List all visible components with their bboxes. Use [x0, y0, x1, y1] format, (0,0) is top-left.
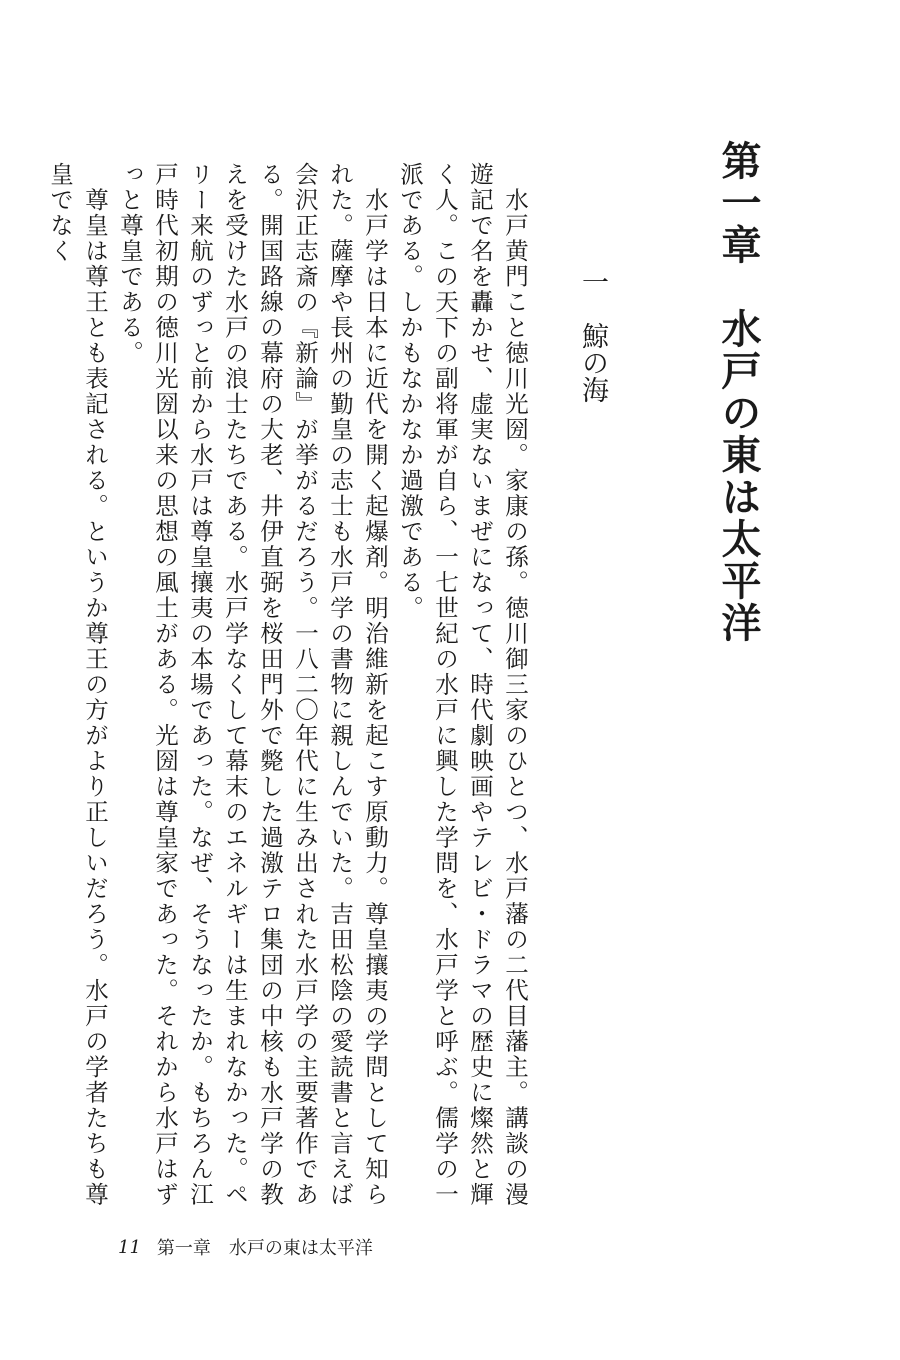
running-title: 第一章 水戸の東は太平洋 [156, 1238, 373, 1259]
page-number: 11 [118, 1236, 141, 1258]
chapter-title: 第一章 水戸の東は太平洋 [715, 140, 761, 644]
page-footer [118, 1232, 618, 1262]
paragraph-2: 水戸学は日本に近代を開く起爆剤。明治維新を起こす原動力。尊皇攘夷の学問として知られた。薩摩や長州の勤皇の志士も水戸学の書物に親しんでいた。吉田松陰の愛読書と言えば会沢正志斎の『新論』が挙がるだろう。一八二〇年代に生み出された水戸学の主要著作である。開国路線の幕府の大老、井伊直弼を桜田門外で斃した過激テロ集団の中核も水戸学の教えを受けた水戸の浪士たちである。水戸学なくして幕末のエネルギーは生まれなかった。ペリー来航のずっと前から水戸は尊皇攘夷の本場であった。なぜ、そうなったか。もちろん江戸時代初期の徳川光圀以来の思想の風土がある。光圀は尊皇家であった。それから水戸はずっと尊皇である。 [116, 162, 389, 1208]
body-text [46, 162, 532, 1232]
section-heading: 一 鯨の海 [577, 268, 608, 403]
paragraph-3: 尊皇は尊王とも表記される。というか尊王の方がより正しいだろう。水戸の学者たちも尊皇でなく [46, 162, 109, 1208]
paragraph-1: 水戸黄門こと徳川光圀。家康の孫。徳川御三家のひとつ、水戸藩の二代目藩主。講談の漫遊記で名を轟かせ、虚実ないまぜになって、時代劇映画やテレビ・ドラマの歴史に燦然と輝く人。この天下の副将軍が自ら、一七世紀の水戸に興した学問を、水戸学と呼ぶ。儒学の一派である。しかもなかなか過激である。 [396, 162, 529, 1208]
